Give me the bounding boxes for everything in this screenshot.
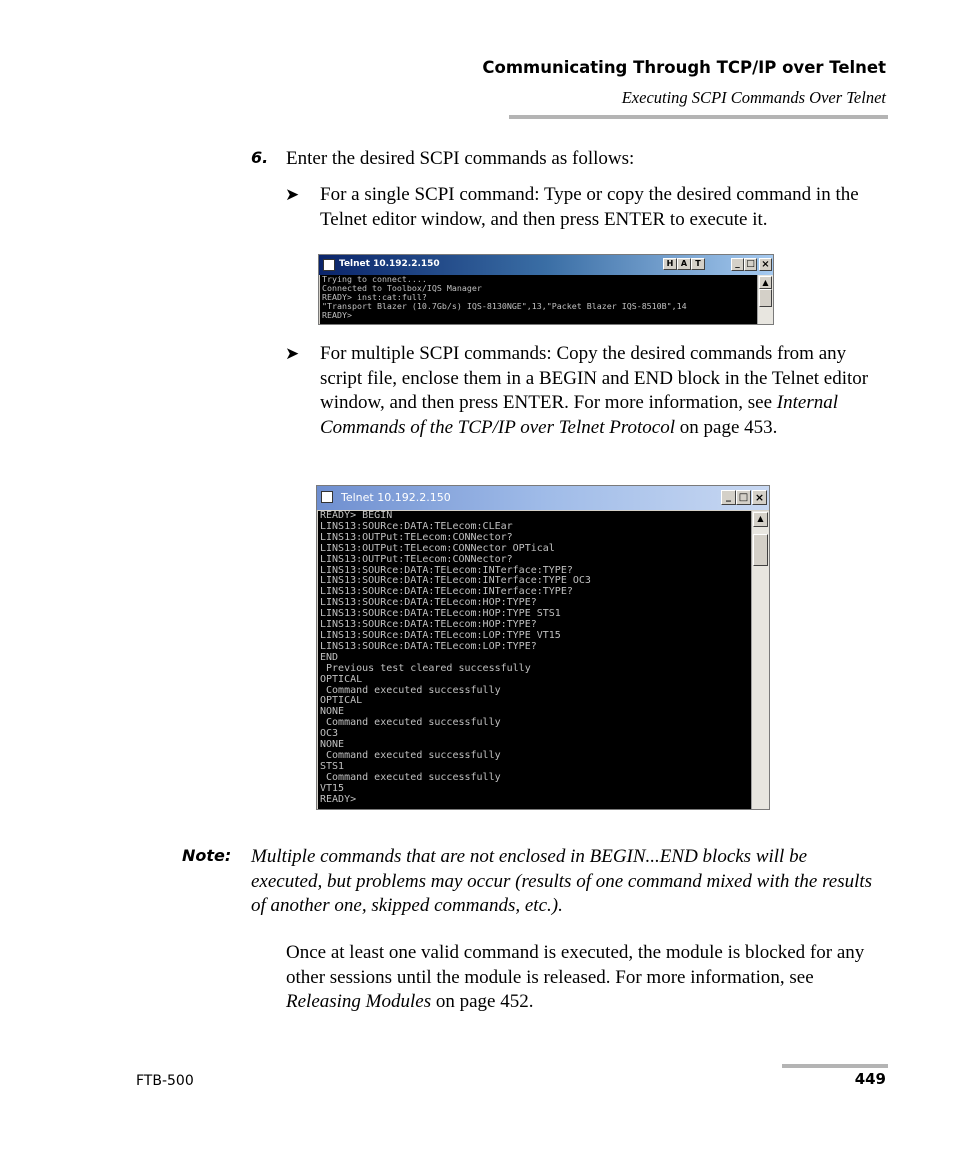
- page-number: 449: [854, 1070, 886, 1088]
- hat-button-t[interactable]: T: [691, 258, 705, 270]
- step-text: Enter the desired SCPI commands as follows:: [286, 148, 635, 169]
- maximize-button[interactable]: □: [744, 258, 757, 271]
- telnet-window-large: [316, 485, 770, 810]
- scroll-thumb[interactable]: [759, 289, 772, 307]
- hat-button-h[interactable]: H: [663, 258, 677, 270]
- footer-rule: [782, 1064, 888, 1068]
- telnet-titlebar: [317, 486, 769, 510]
- paragraph-text-end: on page 452.: [431, 991, 534, 1012]
- vertical-scrollbar[interactable]: [751, 511, 769, 809]
- bullet-text: For multiple SCPI commands: Copy the desired commands from any script file, enclose them in a BEGIN and END block in the Telnet editor window, and then press ENTER. For more information, see: [320, 343, 869, 413]
- scroll-thumb[interactable]: [753, 534, 768, 566]
- footer-product: FTB-500: [136, 1073, 194, 1089]
- telnet-console-output: READY> BEGIN LINS13:SOURce:DATA:TELecom:CLEar LINS13:OUTPut:TELecom:CONNector? LINS13:OUTPut:TELecom:CONNector OPTical LINS13:OUTPut:TELecom:CONNector? LINS13:SOURce:DATA:TELecom:INTerface:TYPE? LINS13:SOURce:DATA:TELecom:INTerface:TYPE OC3 LINS13:SOURce:DATA:TELecom:INTerface:TYPE? LINS13:SOURce:DATA:TELecom:HOP:TYPE? LINS13:SOURce:DATA:TELecom:HOP:TYPE STS1 LINS13:SOURce:DATA:TELecom:HOP:TYPE? LINS13:SOURce:DATA:TELecom:LOP:TYPE VT15 LINS13:SOURce:DATA:TELecom:LOP:TYPE? END Previous test cleared successfully OPTICAL Command executed successfully OPTICAL NONE Command executed successfully OC3 NONE Command executed successfully STS1 Command executed successfully VT15 READY>: [318, 511, 753, 809]
- window-title: Telnet 10.192.2.150: [339, 259, 440, 269]
- bullet-arrow-icon: ➤: [285, 344, 300, 363]
- note-label: Note:: [182, 846, 232, 865]
- hat-button-a[interactable]: A: [677, 258, 691, 270]
- telnet-console-output: Trying to connect.... Connected to Toolbox/IQS Manager READY> inst:cat:full? "Transport Blazer (10.7Gb/s) IQS-8130NGE",13,"Packet Blazer IQS-8510B",14 READY>: [320, 275, 759, 325]
- maximize-button[interactable]: □: [736, 490, 751, 505]
- minimize-button[interactable]: _: [731, 258, 744, 271]
- window-title: Telnet 10.192.2.150: [341, 491, 451, 504]
- telnet-window-small: [318, 254, 774, 325]
- bullet-multiple-commands: [320, 342, 890, 440]
- bullet-single-command: For a single SCPI command: Type or copy the desired command in the Telnet editor window, and then press ENTER to execute it.: [320, 184, 859, 230]
- paragraph-text: Once at least one valid command is executed, the module is blocked for any other sessions until the module is released. For more information, see: [286, 942, 865, 988]
- cross-reference-link[interactable]: Releasing Modules: [286, 991, 432, 1012]
- bullet-arrow-icon: ➤: [285, 185, 300, 204]
- header-rule: [509, 115, 888, 119]
- telnet-app-icon: [323, 259, 335, 271]
- note-text: Multiple commands that are not enclosed in BEGIN...END blocks will be executed, but problems may occur (results of one command mixed with the results of another one, skipped commands, etc.).: [251, 846, 873, 916]
- step-number: 6.: [251, 148, 269, 167]
- close-button[interactable]: ×: [759, 258, 772, 271]
- telnet-app-icon: [321, 491, 333, 503]
- scroll-up-icon[interactable]: ▲: [759, 276, 772, 289]
- vertical-scrollbar[interactable]: [757, 275, 773, 325]
- minimize-button[interactable]: _: [721, 490, 736, 505]
- body-paragraph: [286, 941, 886, 1015]
- bullet-text-end: on page 453.: [675, 416, 778, 438]
- cross-reference-link[interactable]: Internal Commands of the TCP/IP over Telnet Protocol: [320, 392, 839, 438]
- scroll-up-icon[interactable]: ▲: [753, 512, 768, 527]
- close-button[interactable]: ×: [752, 490, 767, 505]
- section-subtitle: Executing SCPI Commands Over Telnet: [621, 88, 886, 107]
- section-title: Communicating Through TCP/IP over Telnet: [482, 58, 886, 77]
- telnet-titlebar: [319, 255, 773, 275]
